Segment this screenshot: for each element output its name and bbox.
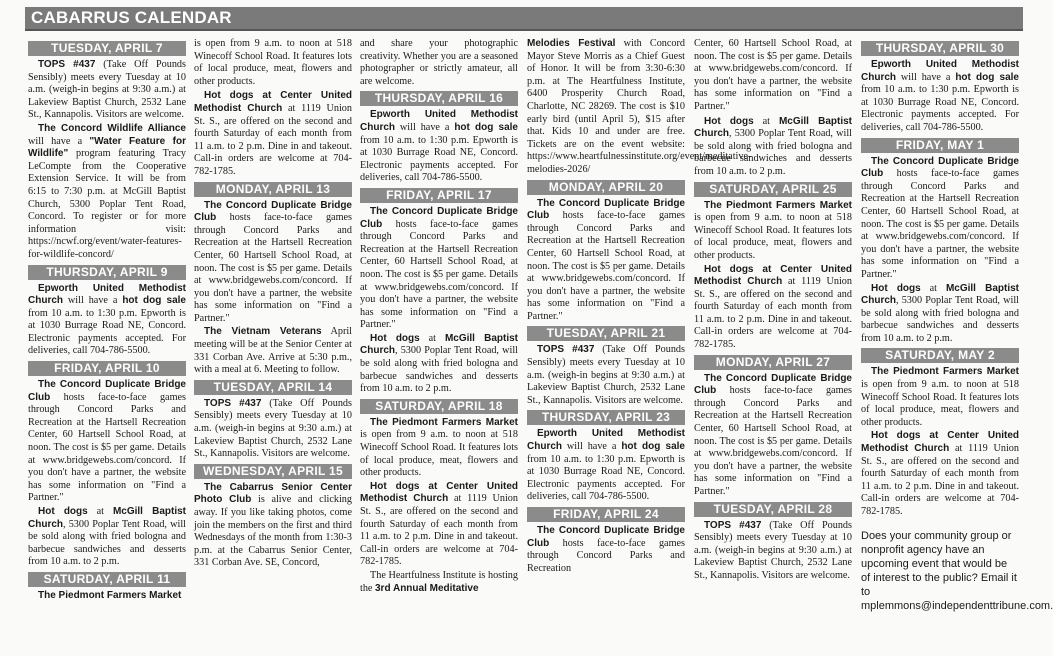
calendar-banner xyxy=(25,7,1023,31)
event-org: TOPS #437 xyxy=(38,59,96,70)
submission-promo: Does your community group or nonprofit agency have an upcoming event that would be of interest to the public? Email it to mplemmons@independenttribune.com. xyxy=(861,529,1053,612)
event-entry: The Piedmont Farmers Market is open from 9 a.m. to noon at 518 Winecoff School Road. It features lots of local produce, meat, flowers and other products. xyxy=(861,366,1019,428)
date-header: TUESDAY, APRIL 14 xyxy=(194,380,352,395)
event-entry: The Piedmont Farmers Market is open from 9 a.m. to noon at 518 Winecoff School Road. It features lots of local produce, meat, flowers and other products. xyxy=(694,199,852,261)
event-org: The Concord Duplicate Bridge Club xyxy=(527,525,685,549)
date-header: SATURDAY, APRIL 18 xyxy=(360,399,518,414)
event-org: The Concord Duplicate Bridge Club xyxy=(194,199,352,224)
event-org: Epworth United Methodist Church xyxy=(28,282,186,307)
column-4 xyxy=(527,38,752,654)
column-3 xyxy=(360,38,518,654)
event-entry: Hot dogs at McGill Baptist Church, 5300 Poplar Tent Road, will be sold along with fried bologna and barbecue sandwiches and desserts from 10 a.m. to 2 p.m. xyxy=(28,506,186,568)
event-org: Hot dogs xyxy=(38,506,88,517)
event-entry: The Concord Duplicate Bridge Club hosts face-to-face games through Concord Parks and Recreation at the Hartsell Recreation Center, 60 Hartsell School Road, at noon. The cost is $5 per game. Details at www.bridgewebs.com/concord. If you don't have a partner, the website has some information on "Find a Partner." xyxy=(694,372,852,497)
event-entry: The Piedmont Farmers Market is open from 9 a.m. to noon at 518 Winecoff School Road. It features lots of local produce, meat, flowers and other products. xyxy=(360,416,518,479)
event-org: Hot dogs at Center United Methodist Church xyxy=(194,90,352,114)
event-org: Hot dogs at Center United Methodist Church xyxy=(360,480,518,505)
event-org: Hot dogs xyxy=(370,332,420,344)
event-entry: The Concord Duplicate Bridge Club hosts face-to-face games through Concord Parks and Recreation at the Hartsell Recreation Center, 60 Hartsell School Road, at noon. The cost is $5 per game. Details at www.bridgewebs.com/concord. If you don't have a partner, the website has some information on "Find a Partner." xyxy=(527,197,685,322)
date-header: SATURDAY, APRIL 11 xyxy=(28,572,186,587)
event-org: Epworth United Methodist Church xyxy=(527,428,685,453)
event-entry: The Concord Wildlife Alliance will have a "Water Feature for Wildlife" program featuring Tracy LeCompte from the Cooperative Extension Service. It will be from 6:15 to 7:30 p.m. at McGill Baptist Church, 5300 Poplar Tent Road, Concord. To register or for more information visit: https://ncwf.org/event/water-features-for-wildlife-concord/ xyxy=(28,122,186,260)
event-org: The Concord Duplicate Bridge Club xyxy=(360,205,518,230)
event-org: Epworth United Methodist Church xyxy=(360,109,518,133)
event-entry: Epworth United Methodist Church will have a hot dog sale from 10 a.m. to 1:30 p.m. Epworth is at 1030 Burrage Road NE, Concord. Electronic payments accepted. For deliveries, call 704-786-5500. xyxy=(527,428,685,503)
event-org: The Piedmont Farmers Market xyxy=(38,589,182,601)
event-entry-continued: Center, 60 Hartsell School Road, at noon. The cost is $5 per game. Details at www.bridgewebs.com/concord. If you don't have a partner, the website has some information on "Find a Partner." xyxy=(694,38,852,112)
event-entry: The Concord Duplicate Bridge Club hosts face-to-face games through Concord Parks and Recreation at the Hartsell Recreation Center, 60 Hartsell School Road, at noon. The cost is $5 per game. Details at www.bridgewebs.com/concord. If you don't have a partner, the website has some information on "Find a Partner." xyxy=(28,379,186,504)
event-org: The Concord Duplicate Bridge Club xyxy=(694,372,852,397)
event-entry: Hot dogs at McGill Baptist Church, 5300 Poplar Tent Road, will be sold along with fried bologna and barbecue sandwiches and desserts from 10 a.m. to 2 p.m. xyxy=(694,115,852,177)
event-org: Hot dogs at Center United Methodist Church xyxy=(861,430,1019,455)
event-org: The Cabarrus Senior Center Photo Club xyxy=(194,481,352,506)
column-1 xyxy=(28,38,186,654)
event-org: TOPS #437 xyxy=(537,344,595,356)
event-entry: The Vietnam Veterans April meeting will be at the Senior Center at 331 Corban Ave. Arrive at 5:30 p.m., with a meal at 6. Meeting to follow. xyxy=(194,326,352,376)
event-entry: The Cabarrus Senior Center Photo Club is alive and clicking away. If you like taking photos, come join the members on the first and third Wednesdays of the month from 1:30-3 p.m. at the Cabarrus Senior Center, 331 Corban Ave. SE, Concord, xyxy=(194,481,352,569)
column-5 xyxy=(694,38,852,654)
event-entry: TOPS #437 (Take Off Pounds Sensibly) meets every Tuesday at 10 a.m. (weigh-in begins at 9:30 a.m.) at Lakeview Baptist Church, 2532 Lane St., Kannapolis. Visitors are welcome. xyxy=(194,397,352,460)
event-org: The Piedmont Farmers Market xyxy=(871,366,1019,378)
event-entry: The Concord Duplicate Bridge Club hosts face-to-face games through Concord Parks and Recreation at the Hartsell Recreation Center, 60 Hartsell School Road, at noon. The cost is $5 per game. Details at www.bridgewebs.com/concord. If you don't have a partner, the website has some information on "Find a Partner." xyxy=(194,199,352,324)
event-entry: TOPS #437 (Take Off Pounds Sensibly) meets every Tuesday at 10 a.m. (weigh-in begins at 9:30 a.m.) at Lakeview Baptist Church, 2532 Lane St., Kannapolis. Visitors are welcome. xyxy=(28,59,186,121)
event-entry: The Concord Duplicate Bridge Club hosts face-to-face games through Concord Parks and Recreation at the Hartsell Recreation Center, 60 Hartsell School Road, at noon. The cost is $5 per game. Details at www.bridgewebs.com/concord. If you don't have a partner, the website has some information on "Find a Partner." xyxy=(861,155,1019,280)
event-entry: Hot dogs at Center United Methodist Church at 1119 Union St. S., are offered on the second and fourth Saturday of each month from 11 a.m. to 2 p.m. Dine in and takeout. Call-in orders are welcome at 704-782-1785. xyxy=(194,90,352,177)
event-entry: TOPS #437 (Take Off Pounds Sensibly) meets every Tuesday at 10 a.m. (weigh-in begins at 9:30 a.m.) at Lakeview Baptist Church, 2532 Lane St., Kannapolis. Visitors are welcome. xyxy=(527,344,685,406)
event-entry-continued: and share your photographic creativity. Whether you are a seasoned photographer or strictly amateur, all are welcome. xyxy=(360,38,518,87)
event-entry-continued: is open from 9 a.m. to noon at 518 Winecoff School Road. It features lots of local produce, meat, flowers and other products. xyxy=(194,38,352,87)
event-entry: The Concord Duplicate Bridge Club hosts face-to-face games through Concord Parks and Recreation xyxy=(527,525,685,574)
event-org: The Piedmont Farmers Market xyxy=(704,199,852,211)
event-entry: Hot dogs at McGill Baptist Church, 5300 Poplar Tent Road, will be sold along with fried bologna and barbecue sandwiches and desserts from 10 a.m. to 2 p.m. xyxy=(861,282,1019,344)
date-header: THURSDAY, APRIL 30 xyxy=(861,41,1019,56)
event-org: TOPS #437 xyxy=(704,519,762,531)
event-org: Hot dogs xyxy=(704,115,754,127)
date-header: FRIDAY, MAY 1 xyxy=(861,138,1019,153)
event-entry: The Heartfulness Institute is hosting the 3rd Annual Meditative xyxy=(360,569,518,594)
date-header: TUESDAY, APRIL 7 xyxy=(28,41,186,56)
date-header: THURSDAY, APRIL 16 xyxy=(360,91,518,106)
column-2 xyxy=(194,38,352,654)
event-org: The Concord Duplicate Bridge Club xyxy=(527,197,685,222)
event-entry-continued: Melodies Festival with Concord Mayor Steve Morris as a Chief Guest of Honor. It will be from 3:30-6:30 p.m. at The Heartfulness Institute, 6400 Prosperity Church Road, Charlotte, NC 28269. The cost is $10 early bird (until April 5), $15 after that. Kids 10 and under are free. Tickets are on the event website: https://www.heartfulnessinstitute.org/event/meditative-melodies-2026/ xyxy=(527,38,752,175)
date-header: TUESDAY, APRIL 28 xyxy=(694,502,852,517)
date-header: MONDAY, APRIL 27 xyxy=(694,355,852,370)
event-entry: Epworth United Methodist Church will have a hot dog sale from 10 a.m. to 1:30 p.m. Epworth is at 1030 Burrage Road NE, Concord. Electronic payments accepted. For deliveries, call 704-786-5500. xyxy=(861,59,1019,133)
event-org: The Concord Duplicate Bridge Club xyxy=(28,379,186,403)
event-entry: Hot dogs at McGill Baptist Church, 5300 Poplar Tent Road, will be sold along with fried bologna and barbecue sandwiches and desserts from 10 a.m. to 2 p.m. xyxy=(360,332,518,395)
date-header: FRIDAY, APRIL 10 xyxy=(28,361,186,376)
date-header: THURSDAY, APRIL 23 xyxy=(527,410,685,425)
date-header: SATURDAY, MAY 2 xyxy=(861,348,1019,363)
event-org: The Vietnam Veterans xyxy=(204,326,322,338)
date-header: TUESDAY, APRIL 21 xyxy=(527,326,685,341)
column-6 xyxy=(861,38,1053,654)
date-header: FRIDAY, APRIL 17 xyxy=(360,188,518,203)
date-header: WEDNESDAY, APRIL 15 xyxy=(194,464,352,479)
event-org: Hot dogs at Center United Methodist Church xyxy=(694,263,852,288)
event-org: TOPS #437 xyxy=(204,397,262,409)
date-header: MONDAY, APRIL 13 xyxy=(194,182,352,197)
event-org: Epworth United Methodist Church xyxy=(861,59,1019,83)
event-entry: Epworth United Methodist Church will have a hot dog sale from 10 a.m. to 1:30 p.m. Epworth is at 1030 Burrage Road NE, Concord. Electronic payments accepted. For deliveries, call 704-786-5500. xyxy=(360,109,518,184)
event-entry: The Concord Duplicate Bridge Club hosts face-to-face games through Concord Parks and Recreation at the Hartsell Recreation Center, 60 Hartsell School Road, at noon. The cost is $5 per game. Details at www.bridgewebs.com/concord. If you don't have a partner, the website has some information on "Find a Partner." xyxy=(360,205,518,331)
event-entry: Epworth United Methodist Church will have a hot dog sale from 10 a.m. to 1:30 p.m. Epworth is at 1030 Burrage Road NE, Concord. Electronic payments accepted. For deliveries, call 704-786-5500. xyxy=(28,282,186,357)
date-header: MONDAY, APRIL 20 xyxy=(527,180,685,195)
calendar-title: CABARRUS CALENDAR xyxy=(31,8,232,27)
event-entry: TOPS #437 (Take Off Pounds Sensibly) meets every Tuesday at 10 a.m. (weigh-in begins at 9:30 a.m.) at Lakeview Baptist Church, 2532 Lane St., Kannapolis. Visitors are welcome. xyxy=(694,519,852,581)
date-header: THURSDAY, APRIL 9 xyxy=(28,265,186,280)
event-org: The Piedmont Farmers Market xyxy=(370,416,518,428)
event-org: The Concord Duplicate Bridge Club xyxy=(861,155,1019,180)
event-entry: Hot dogs at Center United Methodist Church at 1119 Union St. S., are offered on the second and fourth Saturday of each month from 11 a.m. to 2 p.m. Dine in and takeout. Call-in orders are welcome at 704-782-1785. xyxy=(694,263,852,351)
event-entry: Hot dogs at Center United Methodist Church at 1119 Union St. S., are offered on the second and fourth Saturday of each month from 11 a.m. to 2 p.m. Dine in and takeout. Call-in orders are welcome at 704-782-1785. xyxy=(861,430,1019,517)
event-org: Hot dogs xyxy=(871,282,921,294)
date-header: FRIDAY, APRIL 24 xyxy=(527,507,685,522)
date-header: SATURDAY, APRIL 25 xyxy=(694,182,852,197)
event-org: The Concord Wildlife Alliance xyxy=(38,122,186,134)
event-entry: Hot dogs at Center United Methodist Church at 1119 Union St. S., are offered on the second and fourth Saturday of each month from 11 a.m. to 2 p.m. Dine in and takeout. Call-in orders are welcome at 704-782-1785. xyxy=(360,480,518,568)
event-entry xyxy=(28,590,186,603)
